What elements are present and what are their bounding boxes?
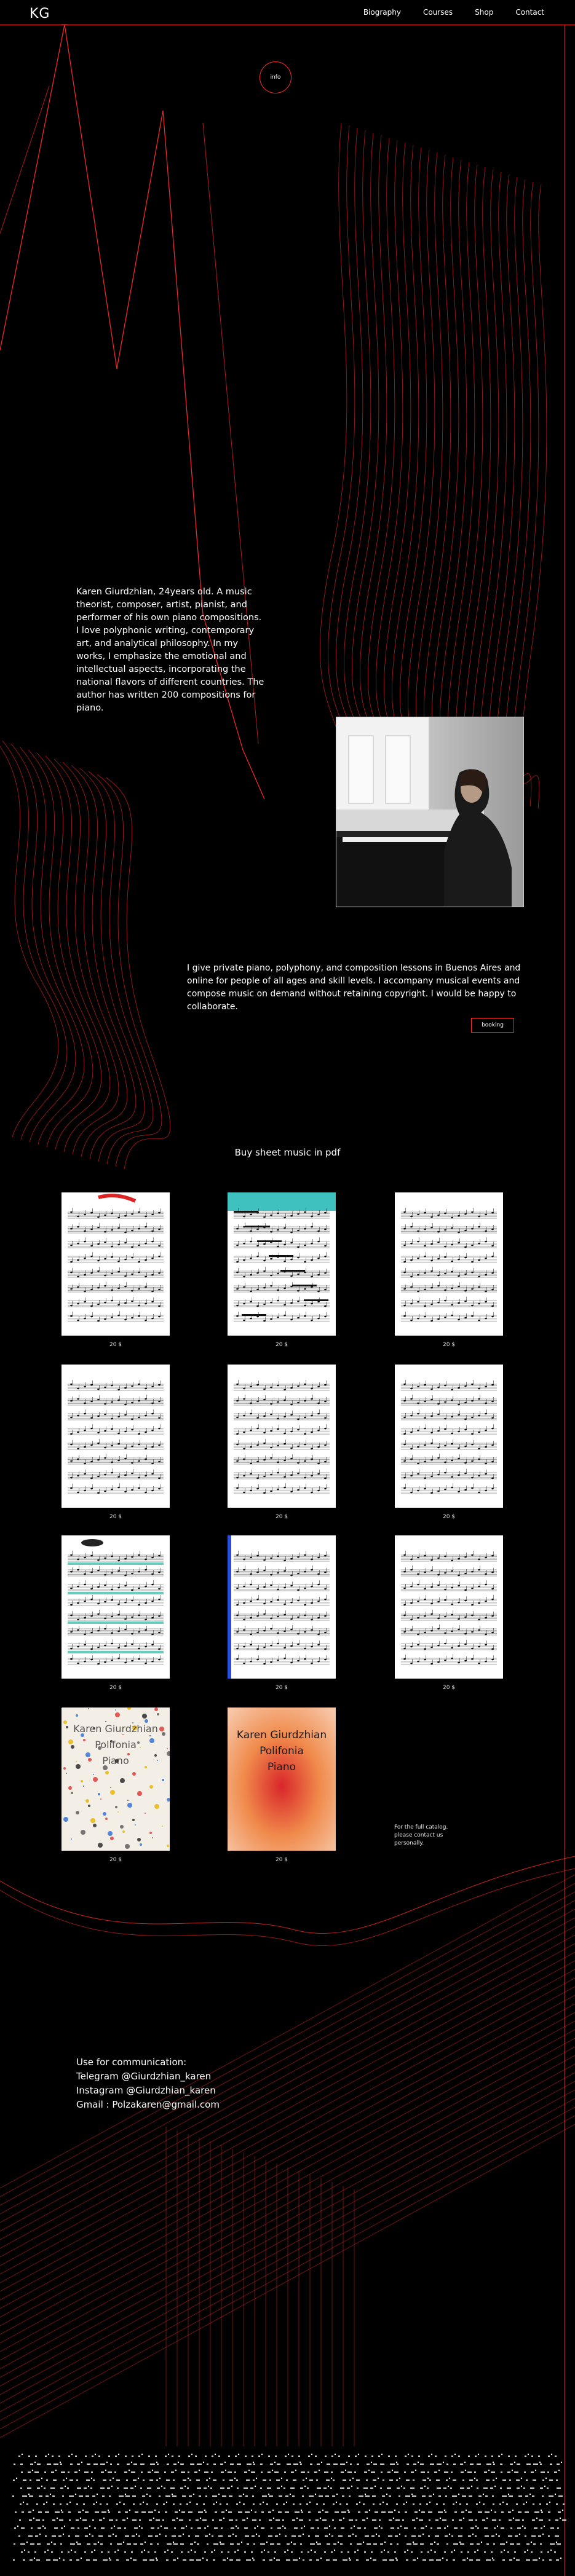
shop-title: Buy sheet music in pdf <box>234 1147 341 1158</box>
price-label: 20 $ <box>442 1514 456 1520</box>
nav-contact[interactable]: Contact <box>515 8 544 17</box>
price-label: 20 $ <box>275 1857 288 1863</box>
sheet-music-item[interactable] <box>228 1192 336 1336</box>
cover-title-line: Piano <box>267 1761 296 1773</box>
sheet-music-item[interactable] <box>395 1535 503 1679</box>
telegram-link[interactable]: Telegram @Giurdzhian_karen <box>76 2071 212 2082</box>
cover-title-line: Karen Giurdzhian <box>236 1729 327 1741</box>
price-label: 20 $ <box>442 1685 456 1691</box>
site-logo[interactable]: KG <box>30 6 50 22</box>
price-label: 20 $ <box>275 1342 288 1348</box>
nav-biography[interactable]: Biography <box>363 8 401 17</box>
price-label: 20 $ <box>275 1685 288 1691</box>
price-label: 20 $ <box>109 1857 122 1863</box>
cover-title-line: Polifonia <box>95 1739 137 1751</box>
cover-title-line: Piano <box>102 1755 129 1767</box>
price-label: 20 $ <box>109 1342 122 1348</box>
main-nav <box>363 8 544 17</box>
price-label: 20 $ <box>109 1685 122 1691</box>
sheet-music-item[interactable] <box>395 1365 503 1508</box>
contacts-heading: Use for communication: <box>76 2057 187 2068</box>
site-header <box>0 0 575 25</box>
price-label: 20 $ <box>275 1514 288 1520</box>
sheet-music-item[interactable] <box>228 1365 336 1508</box>
cover-title-line: Karen Giurdzhian <box>73 1723 158 1735</box>
nav-courses[interactable]: Courses <box>422 8 453 17</box>
booking-button[interactable]: booking <box>471 1018 514 1033</box>
pianist-photo <box>336 717 524 907</box>
sheet-music-item[interactable] <box>228 1535 336 1679</box>
biography-text: Karen Giurdzhian, 24years old. A music theorist, composer, artist, pianist, and performer of his own piano compositions. I love polyphonic writing, contemporary art, and analytical philosophy. In my works, I emphasize the emotional and intellectual aspects, incorporating the national flavors of different countries. The author has written 200 compositions for piano. <box>76 587 264 713</box>
cover-title <box>61 1721 170 1769</box>
sheet-music-item[interactable] <box>61 1192 170 1336</box>
sheet-music-item[interactable] <box>395 1192 503 1336</box>
sheet-music-item[interactable] <box>61 1365 170 1508</box>
lessons-text: I give private piano, polyphony, and composition lessons in Buenos Aires and online for people of all ages and skill levels. I accompany musical events and compose music on demand without retaining copyright. I would be happy to collaborate. <box>187 963 521 1012</box>
gmail-link[interactable]: Gmail : Polzakaren@gmail.com <box>76 2099 220 2110</box>
info-button[interactable]: info <box>260 61 291 93</box>
instagram-link[interactable]: Instagram @Giurdzhian_karen <box>76 2085 216 2096</box>
sheet-music-item[interactable] <box>61 1707 170 1851</box>
sheet-music-item[interactable] <box>228 1707 336 1851</box>
catalog-note: For the full catalog, please contact us personally. <box>394 1824 448 1846</box>
sheet-music-item[interactable] <box>61 1535 170 1679</box>
cover-title-line: Polifonia <box>260 1745 304 1757</box>
contacts-block <box>76 2055 220 2112</box>
nav-shop[interactable]: Shop <box>475 8 494 17</box>
cover-title <box>228 1727 336 1775</box>
footer-pattern <box>0 2449 575 2576</box>
price-label: 20 $ <box>442 1342 456 1348</box>
price-label: 20 $ <box>109 1514 122 1520</box>
